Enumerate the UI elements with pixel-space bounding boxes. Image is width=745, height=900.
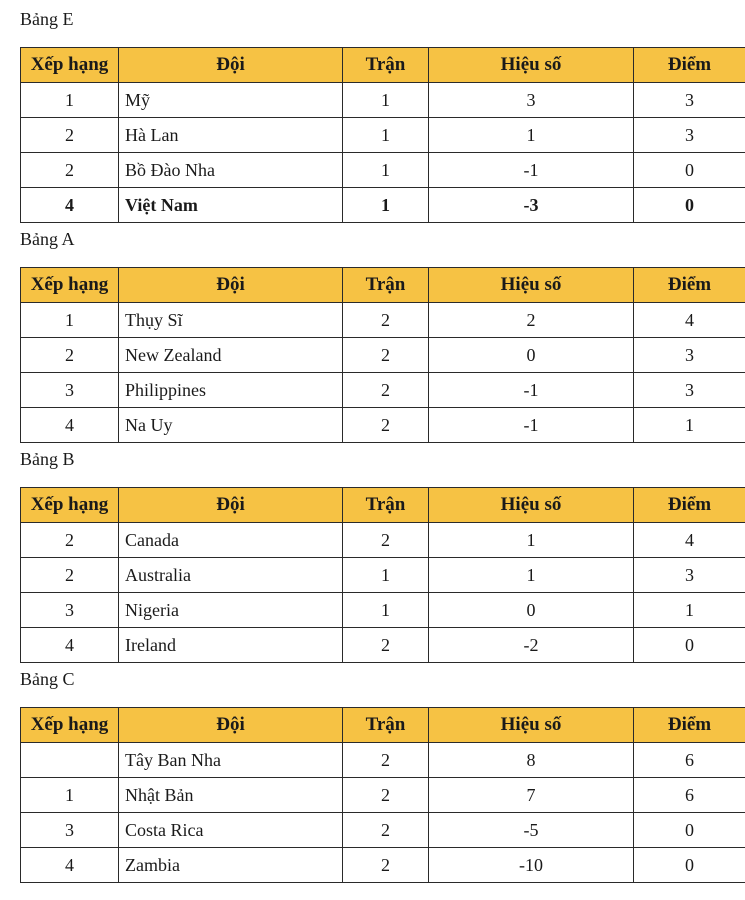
header-row [21,488,745,523]
points-cell: 1 [634,408,745,443]
goal-difference-cell: 2 [429,303,634,338]
points-header: Điểm [634,708,745,743]
played-cell: 2 [343,408,429,443]
team-cell: Nhật Bản [119,778,343,813]
points-cell: 0 [634,153,745,188]
standings-table [20,47,745,223]
played-header: Trận [343,708,429,743]
played-cell: 1 [343,153,429,188]
points-cell: 0 [634,848,745,883]
group-e [0,0,745,220]
goal-difference-header: Hiệu số [429,48,634,83]
table-row [21,558,745,593]
rank-cell: 1 [21,303,119,338]
team-cell: Việt Nam [119,188,343,223]
points-cell: 0 [634,813,745,848]
team-cell: Zambia [119,848,343,883]
standings-table [20,707,745,883]
rank-cell: 2 [21,558,119,593]
goal-difference-cell: -1 [429,153,634,188]
rank-cell: 4 [21,848,119,883]
group-title: Bảng E [20,9,74,29]
rank-cell: 3 [21,813,119,848]
group-b [0,440,745,660]
goal-difference-cell: 3 [429,83,634,118]
points-cell: 3 [634,338,745,373]
group-c [0,660,745,880]
group-title: Bảng C [20,669,75,689]
played-header: Trận [343,488,429,523]
table-row [21,813,745,848]
goal-difference-cell: 0 [429,338,634,373]
played-cell: 2 [343,743,429,778]
team-cell: Bồ Đào Nha [119,153,343,188]
rank-cell: 4 [21,408,119,443]
group-title: Bảng B [20,449,75,469]
team-cell: Tây Ban Nha [119,743,343,778]
rank-header: Xếp hạng [21,268,119,303]
points-cell: 6 [634,743,745,778]
table-row [21,373,745,408]
team-header: Đội [119,268,343,303]
table-row [21,778,745,813]
rank-cell: 4 [21,188,119,223]
rank-cell: 3 [21,593,119,628]
rank-header: Xếp hạng [21,488,119,523]
points-cell: 6 [634,778,745,813]
header-row [21,48,745,83]
table-row-highlighted [21,188,745,223]
group-a [0,220,745,440]
table-row [21,338,745,373]
points-header: Điểm [634,488,745,523]
played-cell: 2 [343,813,429,848]
played-header: Trận [343,268,429,303]
played-cell: 2 [343,338,429,373]
played-cell: 2 [343,523,429,558]
table-row [21,303,745,338]
played-cell: 1 [343,558,429,593]
rank-header: Xếp hạng [21,708,119,743]
rank-cell: 3 [21,373,119,408]
table-row [21,848,745,883]
team-cell: Canada [119,523,343,558]
team-cell: Costa Rica [119,813,343,848]
goal-difference-cell: 1 [429,558,634,593]
points-header: Điểm [634,48,745,83]
table-row [21,523,745,558]
team-header: Đội [119,48,343,83]
goal-difference-cell: 8 [429,743,634,778]
points-cell: 3 [634,373,745,408]
points-cell: 4 [634,303,745,338]
goal-difference-cell: 1 [429,118,634,153]
played-cell: 2 [343,628,429,663]
team-cell: New Zealand [119,338,343,373]
goal-difference-cell: 7 [429,778,634,813]
points-cell: 3 [634,118,745,153]
table-row [21,593,745,628]
rank-cell: 1 [21,778,119,813]
points-cell: 0 [634,628,745,663]
goal-difference-cell: 0 [429,593,634,628]
rank-cell [21,743,119,778]
goal-difference-cell: -1 [429,408,634,443]
table-row [21,83,745,118]
standings-table [20,267,745,443]
rank-cell: 4 [21,628,119,663]
played-cell: 1 [343,118,429,153]
played-cell: 2 [343,778,429,813]
goal-difference-cell: -3 [429,188,634,223]
team-cell: Australia [119,558,343,593]
rank-cell: 2 [21,118,119,153]
points-cell: 3 [634,558,745,593]
points-cell: 4 [634,523,745,558]
table-row [21,628,745,663]
goal-difference-cell: 1 [429,523,634,558]
points-cell: 3 [634,83,745,118]
goal-difference-cell: -2 [429,628,634,663]
played-cell: 1 [343,83,429,118]
played-cell: 1 [343,188,429,223]
played-header: Trận [343,48,429,83]
goal-difference-header: Hiệu số [429,268,634,303]
standings-table [20,487,745,663]
rank-cell: 2 [21,338,119,373]
played-cell: 2 [343,373,429,408]
table-row [21,153,745,188]
rank-header: Xếp hạng [21,48,119,83]
goal-difference-cell: -10 [429,848,634,883]
team-cell: Philippines [119,373,343,408]
table-row [21,118,745,153]
team-cell: Na Uy [119,408,343,443]
table-row [21,408,745,443]
group-title: Bảng A [20,229,75,249]
team-cell: Thụy Sĩ [119,303,343,338]
header-row [21,268,745,303]
rank-cell: 1 [21,83,119,118]
goal-difference-header: Hiệu số [429,488,634,523]
points-cell: 1 [634,593,745,628]
team-cell: Ireland [119,628,343,663]
points-cell: 0 [634,188,745,223]
goal-difference-header: Hiệu số [429,708,634,743]
played-cell: 1 [343,593,429,628]
header-row [21,708,745,743]
points-header: Điểm [634,268,745,303]
rank-cell: 2 [21,523,119,558]
table-row [21,743,745,778]
team-cell: Hà Lan [119,118,343,153]
played-cell: 2 [343,848,429,883]
team-header: Đội [119,488,343,523]
played-cell: 2 [343,303,429,338]
goal-difference-cell: -1 [429,373,634,408]
team-cell: Nigeria [119,593,343,628]
team-header: Đội [119,708,343,743]
rank-cell: 2 [21,153,119,188]
goal-difference-cell: -5 [429,813,634,848]
team-cell: Mỹ [119,83,343,118]
